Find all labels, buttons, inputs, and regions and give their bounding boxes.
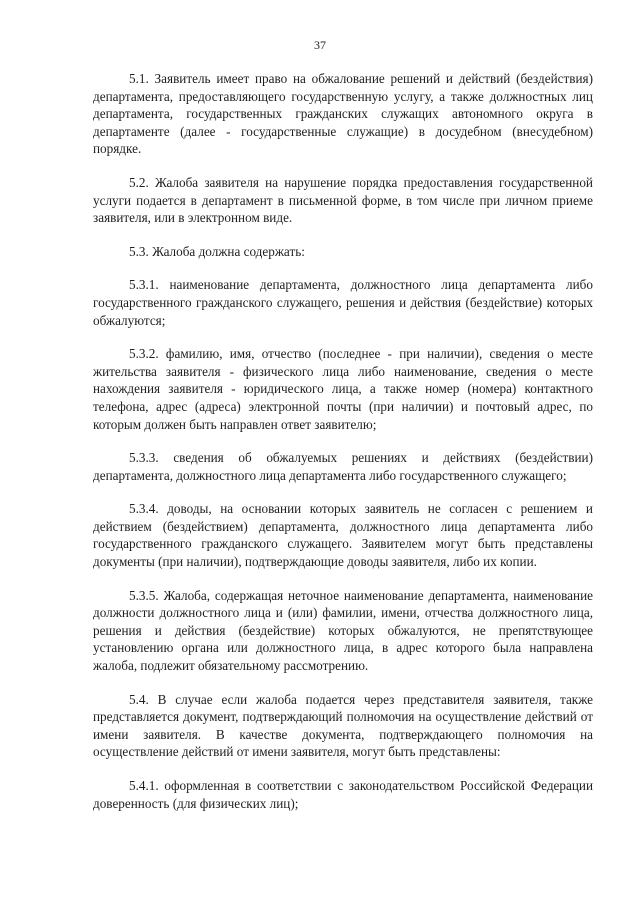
paragraph-5-3-2: 5.3.2. фамилию, имя, отчество (последнее - при наличии), сведения о месте жительства заявителя - физического лица либо наименование, сведения о месте нахождения заявителя - юридического лица, а также номер (номера) контактного телефона, адрес (адреса) электронной почты (при наличии) и почтовый адрес, по которым должен быть направлен ответ заявителю;	[93, 346, 593, 432]
paragraph-5-3-5: 5.3.5. Жалоба, содержащая неточное наименование департамента, наименование должности должностного лица и (или) фамилии, имени, отчества должностного лица, решения и действия (бездействие) которых обжалуются, не препятствующее установлению органа или должностного лица, в адрес которого была направлена жалоба, подлежит обязательному рассмотрению.	[93, 587, 593, 674]
paragraph-5-2: 5.2. Жалоба заявителя на нарушение порядка предоставления государственной услуги подается в департамент в письменной форме, в том числе при личном приеме заявителя, или в электронном виде.	[93, 174, 593, 226]
paragraph-5-3-4: 5.3.4. доводы, на основании которых заявитель не согласен с решением и действием (бездействием) департамента, должностного лица департамента либо государственного гражданского служащего. Заявителем могут быть представлены документы (при наличии), подтверждающие доводы заявителя, либо их копии.	[93, 501, 593, 570]
paragraph-5-3-1: 5.3.1. наименование департамента, должностного лица департамента либо государственного гражданского служащего, решения и действия (бездействие) которых обжалуются;	[93, 277, 593, 328]
paragraph-5-1: 5.1. Заявитель имеет право на обжалование решений и действий (бездействия) департамента, предоставляющего государственную услугу, а также должностных лиц департамента, государственных гражданских служащих автономного округа в департаменте (далее - государственные служащие) в досудебном (внесудебном) порядке.	[93, 71, 593, 157]
document-body	[93, 70, 593, 812]
paragraph-5-3: 5.3. Жалоба должна содержать:	[129, 243, 305, 259]
paragraph-5-3-3: 5.3.3. сведения об обжалуемых решениях и действиях (бездействии) департамента, должностного лица департамента либо государственного служащего;	[93, 450, 593, 483]
paragraph-5-4-1: 5.4.1. оформленная в соответствии с законодательством Российской Федерации доверенность (для физических лиц);	[93, 778, 593, 811]
paragraph-5-4: 5.4. В случае если жалоба подается через представителя заявителя, также представляется документ, подтверждающий полномочия на осуществление действий от имени заявителя. В качестве документа, подтверждающего полномочия на осуществление действий от имени заявителя, могут быть представлены:	[93, 691, 593, 760]
page-number: 37	[314, 38, 326, 52]
